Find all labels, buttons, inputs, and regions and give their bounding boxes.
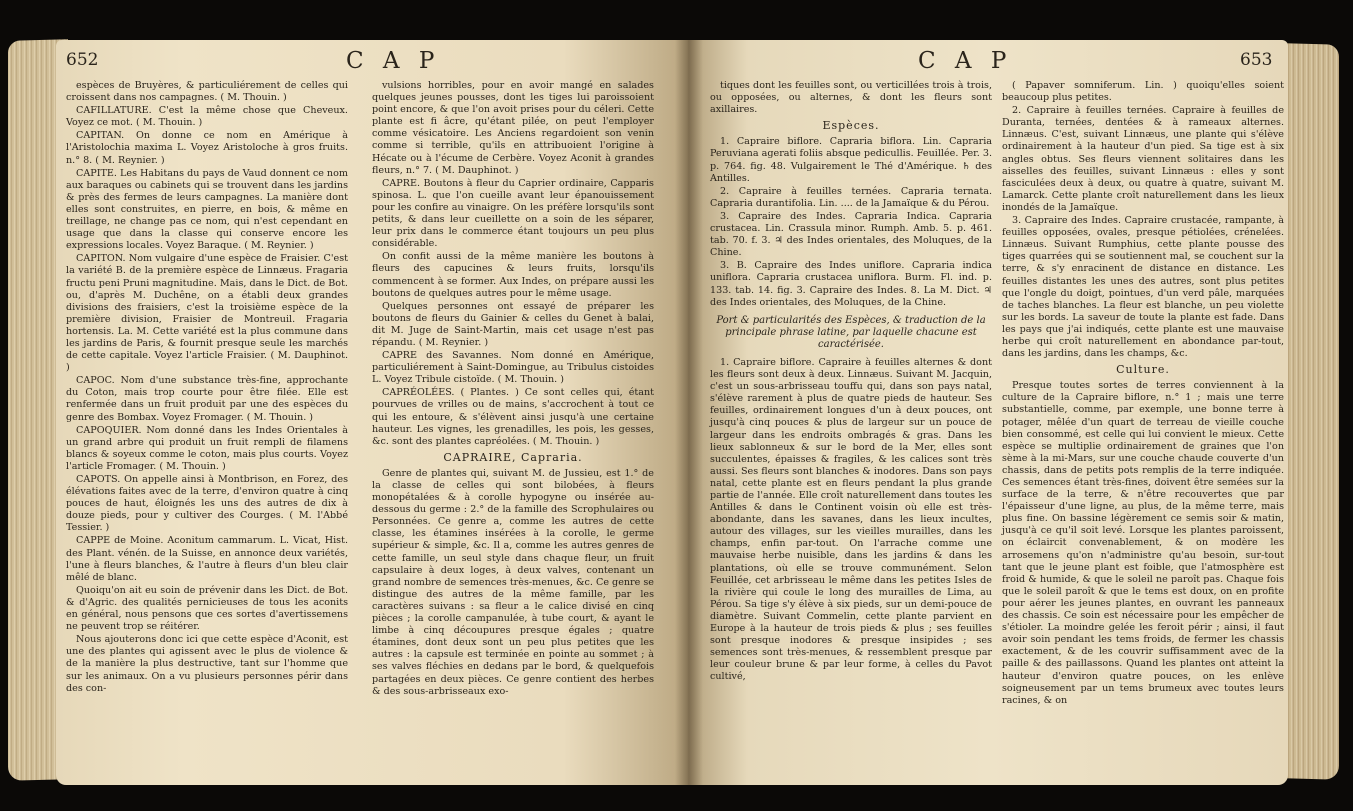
subsection-heading: Port & particularités des Espèces, & traduction de la principale phrase latine, par laquelle chacune est caractérisée. (716, 314, 986, 350)
section-heading: CAPRAIRE, Capraria. (443, 450, 583, 464)
right-running-head: C A P (918, 48, 1013, 74)
right-column-1 (710, 80, 992, 685)
right-page (688, 40, 1288, 785)
paragraph: On confit aussi de la même manière les boutons à fleurs des capucines & leurs fruits, lorsqu'ils commencent à se former. Aux Indes, on prépare aussi les boutons de quelques autres pour le même usage. (372, 251, 654, 299)
paragraph: espèces de Bruyères, & particuliérement de celles qui croissent dans nos campagnes. ( M. Thouin. ) (66, 80, 348, 104)
paragraph: CAPOQUIER. Nom donné dans les Indes Orientales à un grand arbre qui produit un fruit rempli de filamens blancs & soyeux comme le coton, mais plus courts. Voyez l'article Fromager. ( M. Thouin. ) (66, 424, 348, 472)
paragraph: CAPPE de Moine. Aconitum cammarum. L. Vicat, Hist. des Plant. vénén. de la Suisse, en annonce deux variétés, l'une à fleurs blanches, & l'autre à fleurs d'un bleu clair mêlé de blanc. (66, 535, 348, 583)
paragraph: 1. Capraire biflore. Capraria biflora. Lin. Capraria Peruviana agerati foliis absque pedicullis. Feuillée. Per. 3. p. 764. fig. 48. Vulgairement le Thé d'Amérique. ♄ des Antilles. (710, 136, 992, 184)
paragraph: 2. Capraire à feuilles ternées. Capraria ternata. Capraria durantifolia. Lin. .... de la Jamaïque & du Pérou. (710, 185, 992, 209)
paragraph: Genre de plantes qui, suivant M. de Jussieu, est 1.° de la classe de celles qui sont bilobées, à fleurs monopétalées & à corolle hypogyne ou insérée au-dessous du germe : 2.° de la famille des Scrophulaires ou Personnées. Ce genre a, comme les autres de cette classe, les étamines insérées à la corolle, le germe supérieur & simple, &c. Il a, comme les autres genres de cette famille, un seul style dans chaque fleur, un fruit capsulaire à deux loges, à deux valves, contenant un grand nombre de semences très-menues, &c. Ce genre se distingue des autres de la même famille, par les caractères suivans : sa fleur a le calice divisé en cinq pièces ; la corolle campanulée, à tube court, & ayant le limbe à cinq découpures presque égales ; quatre étamines, dont deux sont un peu plus petites que les autres : la capsule est terminée en pointe au sommet ; à ses valves fléchies en dedans par le bord, & quelquefois partagées en deux pièces. Ce genre contient des herbes & des sous-arbrisseaux exo- (372, 467, 654, 697)
paragraph: CAPOC. Nom d'une substance très-fine, approchante du Coton, mais trop courte pour être filée. Elle est renfermée dans un fruit produit par une des espèces du genre des Bombax. Voyez Fromager. ( M. Thouin. ) (66, 375, 348, 423)
left-column-1 (66, 80, 348, 696)
paragraph: CAPRÉOLÉES. ( Plantes. ) Ce sont celles qui, étant pourvues de vrilles ou de mains, s'accrochent à tout ce qui les entoure, & s'élèvent ainsi jusqu'à une certaine hauteur. Les vignes, les grenadilles, les pois, les gesses, &c. sont des plantes capréolées. ( M. Thouin. ) (372, 387, 654, 447)
paragraph: CAPOTS. On appelle ainsi à Montbrison, en Forez, des élévations faites avec de la terre, d'environ quatre à cinq pouces de haut, éloignés les uns des autres de dix à douze pieds, pour y cultiver des Courges. ( M. l'Abbé Tessier. ) (66, 474, 348, 534)
left-page (56, 40, 690, 785)
paragraph: 2. Capraire à feuilles ternées. Capraire à feuilles de Duranta, ternées, dentées & à rameaux alternes. Linnæus. C'est, suivant Linnæus, une plante qui s'élève ordinairement à la hauteur d'un pied. Sa tige est à six angles obtus. Ses fleurs viennent solitaires dans les aisselles des feuilles, suivant Linnæus : elles y sont fasciculées deux à deux, ou quatre à quatre, suivant M. Lamarck. Cette plante croît naturellement dans les lieux inondés de la Jamaïque. (1002, 105, 1284, 213)
left-page-number: 652 (66, 50, 99, 70)
book-gutter (675, 40, 703, 785)
paragraph: vulsions horribles, pour en avoir mangé en salades quelques jeunes pousses, dont les tiges lui paroissoient point encore, & que l'on avoit prises pour du céleri. Cette plante est fi âcre, qu'étant pilée, on peut l'employer comme vésicatoire. Les Anciens regardoient son venin comme si terrible, qu'ils en attribuoient l'origine à Hécate ou à l'écume de Cerbère. Voyez Aconit à grandes fleurs, n.° 7. ( M. Dauphinot. ) (372, 80, 654, 176)
paragraph: 3. B. Capraire des Indes uniflore. Capraria indica uniflora. Capraria crustacea uniflora. Burm. Fl. ind. p. 133. tab. 14. fig. 3. Capraire des Indes. 8. La M. Dict. ♃ des Indes orientales, des Moluques, de la Chine. (710, 260, 992, 308)
paragraph: Nous ajouterons donc ici que cette espèce d'Aconit, est une des plantes qui agissent avec le plus de violence & de la manière la plus destructive, tant sur l'homme que sur les animaux. On a vu plusieurs personnes périr dans des con- (66, 634, 348, 694)
paragraph: CAPITE. Les Habitans du pays de Vaud donnent ce nom aux baraques ou cabinets qui se trouvent dans les jardins & près des fermes de leurs campagnes. La manière dont elles sont construites, en pierre, en bois, & même en treillage, ne change pas ce nom, qui n'est cependant en usage que dans la classe qui conserve encore les expressions locales. Voyez Baraque. ( M. Reynier. ) (66, 167, 348, 252)
paragraph: Quelques personnes ont essayé de préparer les boutons de fleurs du Gainier & celles du Genet à balai, dit M. Juge de Saint-Martin, mais cet usage n'est pas répandu. ( M. Reynier. ) (372, 300, 654, 348)
paragraph: ( Papaver somniferum. Lin. ) quoiqu'elles soient beaucoup plus petites. (1002, 80, 1284, 104)
paragraph: CAPRE des Savannes. Nom donné en Amérique, particuliérement à Saint-Domingue, au Tribulus cistoides L. Voyez Tribule cistoïde. ( M. Thouin. ) (372, 350, 654, 386)
paragraph: Quoiqu'on ait eu soin de prévenir dans les Dict. de Bot. & d'Agric. des qualités pernicieuses de tous les aconits en général, nous pensons que ces sortes d'avertissemens ne peuvent trop se réitérer. (66, 584, 348, 633)
paragraph: CAPRE. Boutons à fleur du Caprier ordinaire, Capparis spinosa. L. que l'on cueille avant leur épanouissement pour les confire au vinaigre. On les préfère lorsqu'ils sont petits, & dans leur cueillette on a soin de les séparer, leur prix dans le commerce étant toujours un peu plus considérable. (372, 177, 654, 250)
right-page-number: 653 (1240, 50, 1273, 70)
right-column-2 (1002, 80, 1284, 708)
paragraph: tiques dont les feuilles sont, ou verticillées trois à trois, ou opposées, ou alternes, & dont les fleurs sont axillaires. (710, 80, 992, 116)
left-running-head: C A P (346, 48, 441, 74)
paragraph: 1. Capraire biflore. Capraire à feuilles alternes & dont les fleurs sont deux à deux. Linnæus. Suivant M. Jacquin, c'est un sous-arbrisseau touffu qui, dans son pays natal, s'élève rarement à plus de quatre pieds de hauteur. Ses feuilles, ordinairement longues d'un à deux pouces, ont jusqu'à cinq pouces & plus de largeur sur un pouce de largeur dans les endroits ombragés & gras. Dans les lieux sablonneux & sur le bord de la Mer, elles sont succulentes, épaisses & fragiles, & les calices sont très aussi. Ses fleurs sont blanches & inodores. Dans son pays natal, cette plante est en fleurs pendant la plus grande partie de l'année. Elle croît naturellement dans toutes les Antilles & dans le Continent voisin où elle est très-abondante, dans les savanes, dans les lieux incultes, autour des villages, sur les vieilles murailles, dans les champs, enfin par-tout. On l'arrache comme une mauvaise herbe nuisible, dans les jardins & dans les plantations, où elle se trouve communément. Selon Feuillée, cet arbrisseau le même dans les petites Isles de la rivière qui coule le long des murailles de Lima, au Pérou. Sa tige s'y élève à six pieds, sur un demi-pouce de diamètre. Suivant Commelin, cette plante parvient en Europe à la hauteur de trois pieds & plus ; ses feuilles sont presque inodores & presque insipides ; ses semences sont très-menues, & ressemblent presque par leur couleur brune & par leur forme, à celles du Pavot cultivé, (710, 356, 992, 683)
paragraph: Presque toutes sortes de terres conviennent à la culture de la Capraire biflore, n.° 1 ; mais une terre substantielle, comme, par exemple, une bonne terre à potager, mêlée d'un quart de terreau de vieille couche bien consommé, est celle qui lui convient le mieux. Cette espèce se multiplie ordinairement de graines que l'on sème à la mi-Mars, sur une couche chaude couverte d'un chassis, dans de petits pots remplis de la terre indiquée. Ces semences étant très-fines, doivent être semées sur la surface de la terre, & n'être recouvertes que par l'épaisseur d'une ligne, au plus, de la même terre, mais plus fine. On bassine légèrement ce semis soir & matin, jusqu'à ce qu'il soit levé. Lorsque les plantes paroissent, on éclaircit convenablement, & on modère les arrosemens qu'on n'administre qu'au besoin, sur-tout tant que le jeune plant est foible, que l'atmosphère est froid & humide, & que le soleil ne paroît pas. Chaque fois que le soleil paroît & que le tems est doux, on en profite pour aérer les jeunes plantes, en ouvrant les panneaux des chassis. Ce soin est nécessaire pour les empêcher de s'étioler. La moindre gelée les feroit périr ; ainsi, il faut avoir soin pendant les tems froids, de fermer les chassis exactement, & de les couvrir suffisamment avec de la paille & des paillassons. Quand les plantes ont atteint la hauteur d'environ quatre pouces, on les enlève soigneusement par un tems brumeux avec toutes leurs racines, & on (1002, 380, 1284, 706)
section-heading: Culture. (1116, 363, 1170, 377)
paragraph: 3. Capraire des Indes. Capraria Indica. Capraria crustacea. Lin. Crassula minor. Rumph. Amb. 5. p. 461. tab. 70. f. 3. ♃ des Indes orientales, des Moluques, de la Chine. (710, 210, 992, 259)
paragraph: CAPITAN. On donne ce nom en Amérique à l'Aristolochia maxima L. Voyez Aristoloche à gros fruits. n.° 8. ( M. Reynier. ) (66, 130, 348, 166)
right-page-edges (1285, 43, 1339, 779)
paragraph: 3. Capraire des Indes. Capraire crustacée, rampante, à feuilles opposées, ovales, presque pétiolées, crénelées. Linnæus. Suivant Rumphius, cette plante pousse des tiges quarrées qui se soutiennent mal, se couchent sur la terre, & s'y enracinent de distance en distance. Les feuilles distantes les unes des autres, sont plus petites que l'ongle du doigt, pointues, d'un verd pâle, marquées de taches blanches. La fleur est blanche, un peu violette sur les bords. La saveur de toute la plante est fade. Dans les pays que j'ai indiqués, cette plante est une mauvaise herbe qui croît naturellement en abondance par-tout, dans les jardins, dans les champs, &c. (1002, 215, 1284, 360)
left-column-2 (372, 80, 654, 699)
paragraph: CAPITON. Nom vulgaire d'une espèce de Fraisier. C'est la variété B. de la première espèce de Linnæus. Fragaria fructu peni Pruni magnitudine. Mais, dans le Dict. de Bot. ou, d'après M. Duchêne, on a établi deux grandes divisions des fraisiers, c'est la troisième espèce de la première division, Fraisier de Montreuil. Fragaria hortensis. La. M. Cette variété est la plus commune dans les jardins de Paris, & fournit presque seule les marchés de cette capitale. Voyez l'article Fraisier. ( M. Dauphinot. ) (66, 253, 348, 374)
section-heading: Espèces. (822, 119, 880, 133)
paragraph: CAFILLATURE. C'est la même chose que Cheveux. Voyez ce mot. ( M. Thouin. ) (66, 105, 348, 129)
